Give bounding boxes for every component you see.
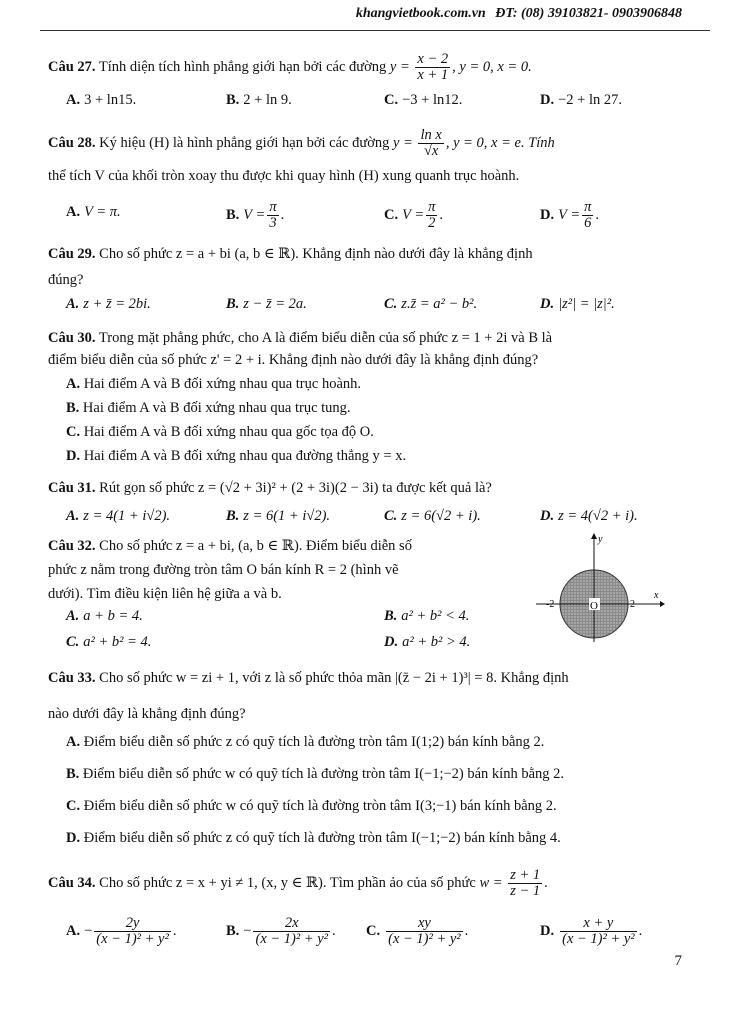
question-29-line2: đúng? — [48, 272, 84, 288]
frac-num: π — [428, 199, 436, 215]
question-text: Cho số phức z = x + yi ≠ 1, (x, y ∈ ℝ). Tìm phần ảo của số phức — [99, 874, 476, 891]
option-d[interactable] — [384, 634, 470, 651]
option-b[interactable]: B. − $\frac{2x}{\text{(x − 1)² + y²}}$ . — [226, 915, 336, 947]
option-text: z = 4(1 + i√2). — [83, 508, 171, 524]
option-c[interactable] — [384, 296, 477, 313]
fraction — [415, 52, 450, 83]
question-label: Câu 29. — [48, 246, 96, 262]
option-a[interactable] — [66, 608, 143, 625]
option-b[interactable] — [226, 92, 292, 109]
option-d[interactable]: D. V = $\frac{\pi}{6}$ . — [540, 199, 600, 231]
question-text: Cho số phức w = zi + 1, với z là số phức thỏa mãn |(z̄ − 2i + 1)³| = 8. Khẳng định — [99, 670, 569, 686]
frac-den: 2 — [428, 215, 436, 231]
question-32 — [48, 534, 518, 558]
frac-den: (x − 1)² + y² — [388, 931, 461, 947]
frac-num: π — [584, 199, 592, 215]
options-29 — [66, 296, 686, 320]
option-letter: A. — [66, 734, 81, 750]
frac-den: z − 1 — [510, 883, 541, 899]
option-c[interactable] — [66, 794, 706, 818]
y-arrow-icon — [591, 533, 597, 539]
frac-den: (x − 1)² + y² — [255, 931, 329, 947]
frac-num: x − 2 — [417, 51, 449, 67]
option-a[interactable] — [66, 204, 121, 221]
option-text: −2 + ln 27. — [558, 92, 622, 108]
option-b[interactable] — [226, 508, 330, 525]
question-text: Ký hiệu (H) là hình phẳng giới hạn bởi các đường — [99, 134, 390, 151]
option-b[interactable] — [384, 608, 469, 625]
equation-lhs: w = — [479, 874, 503, 891]
options-32-row2 — [66, 634, 526, 658]
question-28-line2: thể tích V của khối tròn xoay thu được khi quay hình (H) xung quanh trục hoành. — [48, 168, 520, 184]
option-sign: − — [243, 922, 252, 939]
question-label: Câu 28. — [48, 134, 96, 151]
option-text: 3 + ln15. — [84, 92, 137, 108]
option-text: Điểm biểu diễn số phức z có quỹ tích là đường tròn tâm I(1;2) bán kính bằng 2. — [83, 734, 545, 750]
option-text: Hai điểm A và B đối xứng nhau qua trục hoành. — [83, 376, 362, 392]
option-letter: C. — [384, 206, 399, 223]
option-text: V = — [243, 206, 266, 223]
question-30 — [48, 326, 688, 350]
option-d[interactable] — [66, 826, 706, 850]
frac-num: 2x — [253, 916, 330, 932]
equation-rest: , y = 0, x = 0. — [452, 58, 532, 75]
option-text: Điểm biểu diễn số phức z có quỹ tích là đường tròn tâm I(−1;−2) bán kính bằng 4. — [83, 830, 561, 846]
option-b[interactable] — [66, 396, 706, 420]
option-letter: D. — [540, 922, 555, 939]
header-rule — [40, 30, 710, 31]
frac-num: π — [269, 199, 277, 215]
question-32-line2: phức z nằm trong đường tròn tâm O bán kính R = 2 (hình vẽ — [48, 562, 399, 578]
option-text: Điểm biểu diễn số phức w có quỹ tích là đường tròn tâm I(−1;−2) bán kính bằng 2. — [82, 766, 565, 782]
option-c[interactable] — [66, 420, 706, 444]
option-letter: C. — [366, 922, 381, 939]
option-sign: − — [84, 922, 93, 939]
option-letter: C. — [384, 508, 398, 524]
option-text: z + z̄ = 2bi. — [83, 296, 151, 312]
option-text: 2 + ln 9. — [243, 92, 292, 108]
option-letter: C. — [66, 424, 81, 440]
options-34 — [66, 915, 686, 947]
frac-num: z + 1 — [510, 867, 541, 883]
page-number: 7 — [674, 953, 682, 969]
option-letter: D. — [66, 448, 81, 464]
option-letter: D. — [540, 508, 555, 524]
fraction — [582, 200, 593, 231]
frac-num: ln x — [420, 127, 442, 143]
question-33-line2: nào dưới đây là khẳng định đúng? — [48, 706, 246, 722]
option-text: z − z̄ = 2a. — [243, 296, 307, 312]
question-34: Câu 34. Cho số phức z = x + yi ≠ 1, (x, y ∈ ℝ). Tìm phần ảo của số phức w = $\frac{z + 1}{z - 1}$ . — [48, 867, 548, 899]
frac-num: 2y — [94, 916, 171, 932]
option-text: z.z̄ = a² − b². — [401, 296, 478, 312]
option-text: V = — [402, 206, 425, 223]
question-31 — [48, 476, 688, 500]
option-text: |z²| = |z|². — [558, 296, 615, 312]
x-label: x — [654, 590, 659, 601]
question-27 — [48, 52, 688, 83]
fraction — [94, 916, 171, 947]
option-text: a² + b² = 4. — [83, 634, 152, 650]
option-d[interactable] — [540, 296, 615, 313]
header-site: khangvietbook.com.vn — [355, 6, 486, 21]
question-text: Tính diện tích hình phẳng giới hạn bởi các đường — [98, 58, 387, 75]
equation-lhs: y = — [389, 58, 410, 75]
question-29 — [48, 242, 688, 266]
option-a[interactable] — [66, 92, 136, 109]
question-text: Cho số phức z = a + bi, (a, b ∈ ℝ). Điểm biểu diễn số — [99, 538, 412, 554]
option-c[interactable]: C. $\frac{xy}{\text{(x − 1)² + y²}}$ . — [366, 915, 469, 947]
frac-num: x + y — [560, 916, 637, 932]
fraction — [560, 916, 637, 947]
fraction — [267, 200, 278, 231]
option-letter: B. — [384, 608, 398, 624]
circle-figure — [532, 532, 666, 642]
option-letter: D. — [384, 634, 399, 650]
y-label: y — [598, 534, 603, 545]
option-letter: B. — [226, 92, 240, 108]
frac-den: (x − 1)² + y² — [562, 931, 635, 947]
option-b[interactable] — [66, 762, 706, 786]
options-32-row1 — [66, 608, 526, 632]
option-text: z = 6(1 + i√2). — [243, 508, 331, 524]
options-31 — [66, 508, 686, 532]
question-text: Trong mặt phẳng phức, cho A là điểm biểu diễn của số phức z = 1 + 2i và B là — [98, 330, 553, 346]
option-letter: A. — [66, 508, 80, 524]
option-letter: D. — [66, 830, 81, 846]
option-text: Hai điểm A và B đối xứng nhau qua đường thẳng y = x. — [83, 448, 407, 464]
question-30-line2: điểm biểu diễn của số phức z' = 2 + i. Khẳng định nào dưới đây là khẳng định đúng? — [48, 352, 539, 368]
option-c[interactable] — [384, 92, 462, 109]
option-text: a² + b² > 4. — [402, 634, 471, 650]
option-letter: C. — [66, 798, 81, 814]
option-text: a + b = 4. — [83, 608, 143, 624]
option-text: a² + b² < 4. — [401, 608, 470, 624]
equation-rest: , y = 0, x = e. Tính — [445, 134, 555, 151]
header — [356, 6, 682, 22]
option-c[interactable] — [384, 508, 481, 525]
option-a[interactable] — [66, 296, 151, 313]
option-d[interactable]: D. $\frac{x + y}{\text{(x − 1)² + y²}}$ . — [540, 915, 643, 947]
question-label: Câu 27. — [48, 58, 96, 75]
question-label: Câu 32. — [48, 538, 96, 554]
question-28 — [48, 128, 688, 159]
option-letter: B. — [66, 400, 80, 416]
question-label: Câu 30. — [48, 330, 96, 346]
frac-den: √x — [423, 143, 439, 159]
option-c[interactable]: C. V = $\frac{\pi}{2}$ . — [384, 199, 444, 231]
option-letter: C. — [66, 634, 80, 650]
fraction — [426, 200, 437, 231]
option-d[interactable] — [540, 92, 622, 109]
x-arrow-icon — [660, 601, 665, 607]
header-phone: ĐT: (08) 39103821- 0903906848 — [495, 6, 682, 21]
frac-den: (x − 1)² + y² — [96, 931, 169, 947]
option-letter: B. — [226, 922, 240, 939]
option-text: V = π. — [84, 204, 121, 220]
equation-lhs: y = — [392, 134, 413, 151]
option-letter: D. — [540, 296, 555, 312]
option-a[interactable] — [66, 730, 706, 754]
option-text: Điểm biểu diễn số phức w có quỹ tích là đường tròn tâm I(3;−1) bán kính bằng 2. — [83, 798, 557, 814]
option-b[interactable]: B. V = $\frac{\pi}{3}$ . — [226, 199, 285, 231]
option-letter: A. — [66, 376, 81, 392]
option-a[interactable] — [66, 508, 170, 525]
frac-den: x + 1 — [417, 67, 449, 83]
options-28 — [66, 199, 686, 231]
tick-2: 2 — [630, 599, 635, 610]
option-d[interactable] — [66, 444, 706, 468]
frac-den: 6 — [584, 215, 592, 231]
option-letter: C. — [384, 92, 399, 108]
fraction — [253, 916, 330, 947]
option-letter: A. — [66, 296, 80, 312]
origin-label: O — [590, 600, 598, 612]
option-b[interactable] — [226, 296, 307, 313]
option-letter: B. — [66, 766, 80, 782]
question-33 — [48, 666, 688, 690]
question-32-line3: dưới). Tìm điều kiện liên hệ giữa a và b. — [48, 586, 282, 602]
option-letter: C. — [384, 296, 398, 312]
fraction — [386, 916, 463, 947]
option-c[interactable] — [66, 634, 151, 651]
question-text: Cho số phức z = a + bi (a, b ∈ ℝ). Khẳng định nào dưới đây là khẳng định — [99, 246, 533, 262]
option-d[interactable] — [540, 508, 638, 525]
option-letter: B. — [226, 296, 240, 312]
fraction — [508, 868, 542, 899]
option-letter: A. — [66, 92, 81, 108]
option-letter: A. — [66, 922, 81, 939]
frac-den: 3 — [269, 215, 277, 231]
fraction — [418, 128, 443, 159]
question-label: Câu 34. — [48, 874, 96, 891]
option-letter: A. — [66, 204, 81, 220]
tick-neg-2: -2 — [546, 599, 555, 610]
option-letter: B. — [226, 206, 240, 223]
question-text: Rút gọn số phức z = (√2 + 3i)² + (2 + 3i)(2 − 3i) ta được kết quả là? — [99, 480, 492, 496]
option-a[interactable] — [66, 372, 706, 396]
option-letter: B. — [226, 508, 240, 524]
option-text: Hai điểm A và B đối xứng nhau qua gốc tọa độ O. — [83, 424, 374, 440]
option-letter: D. — [540, 92, 555, 108]
options-27 — [66, 92, 686, 116]
question-label: Câu 31. — [48, 480, 96, 496]
option-letter: D. — [540, 206, 555, 223]
frac-num: xy — [386, 916, 463, 932]
option-text: −3 + ln12. — [402, 92, 463, 108]
question-label: Câu 33. — [48, 670, 96, 686]
option-letter: A. — [66, 608, 80, 624]
option-text: Hai điểm A và B đối xứng nhau qua trục tung. — [82, 400, 351, 416]
option-a[interactable]: A. − $\frac{2y}{\text{(x − 1)² + y²}}$ . — [66, 915, 177, 947]
option-text: z = 4(√2 + i). — [558, 508, 638, 524]
option-text: V = — [558, 206, 581, 223]
option-text: z = 6(√2 + i). — [401, 508, 481, 524]
